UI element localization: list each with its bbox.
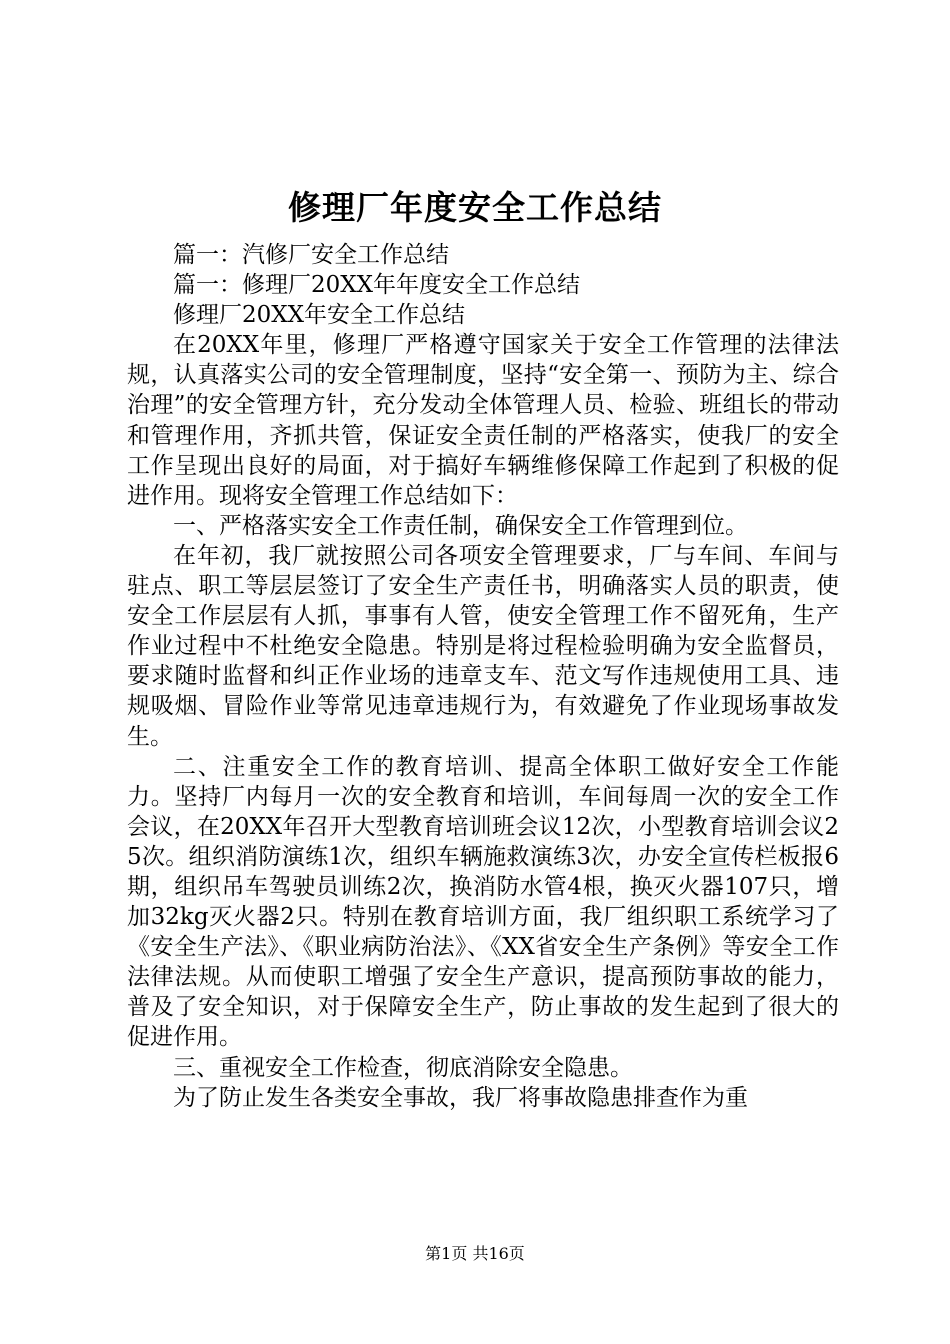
section-heading: 三、重视安全工作检查，彻底消除安全隐患。 xyxy=(173,1054,633,1081)
paragraph: 在年初，我厂就按照公司各项安全管理要求，厂与车间、车间与驻点、职工等层层签订了安全生产责任书，明确落实人员的职责，使安全工作层层有人抓，事事有人管，使安全管理工作不留死角，生产作业过程中不杜绝安全隐患。特别是将过程检验明确为安全监督员，要求随时监督和纠正作业场的违章支车、范文写作违规使用工具、违规吸烟、冒险作业等常见违章违规行为，有效避免了作业现场事故发生。 xyxy=(127,542,839,750)
section-heading: 一、严格落实安全工作责任制，确保安全工作管理到位。 xyxy=(173,512,748,539)
paragraph: 修理厂20XX年安全工作总结 xyxy=(173,302,466,329)
page-footer: 第1页 共16页 xyxy=(425,1244,525,1263)
paragraph: 二、注重安全工作的教育培训、提高全体职工做好安全工作能力。坚持厂内每月一次的安全教育和培训，车间每周一次的安全工作会议，在20XX年召开大型教育培训班会议12次，小型教育培训会议25次。组织消防演练1次，组织车辆施救演练3次，办安全宣传栏板报6期，组织吊车驾驶员训练2次，换消防水管4根，换灭火器107只，增加32kg灭火器2只。特别在教育培训方面，我厂组织职工系统学习了《安全生产法》、《职业病防治法》、《XX省安全生产条例》等安全工作法律法规。从而使职工增强了安全生产意识，提高预防事故的能力，普及了安全知识，对于保障安全生产，防止事故的发生起到了很大的促进作用。 xyxy=(127,753,839,1051)
paragraph: 在20XX年里，修理厂严格遵守国家关于安全工作管理的法律法规，认真落实公司的安全管理制度，坚持“安全第一、预防为主、综合治理”的安全管理方针，充分发动全体管理人员、检验、班组长的带动和管理作用，齐抓共管，保证安全责任制的严格落实，使我厂的安全工作呈现出良好的局面，对于搞好车辆维修保障工作起到了积极的促进作用。现将安全管理工作总结如下： xyxy=(127,332,839,509)
paragraph: 为了防止发生各类安全事故，我厂将事故隐患排查作为重 xyxy=(173,1084,748,1111)
paragraph: 篇一：修理厂20XX年年度安全工作总结 xyxy=(173,272,581,299)
document-title: 修理厂年度安全工作总结 xyxy=(288,188,662,227)
paragraph: 篇一：汽修厂安全工作总结 xyxy=(173,242,449,268)
document-body xyxy=(127,240,839,1113)
